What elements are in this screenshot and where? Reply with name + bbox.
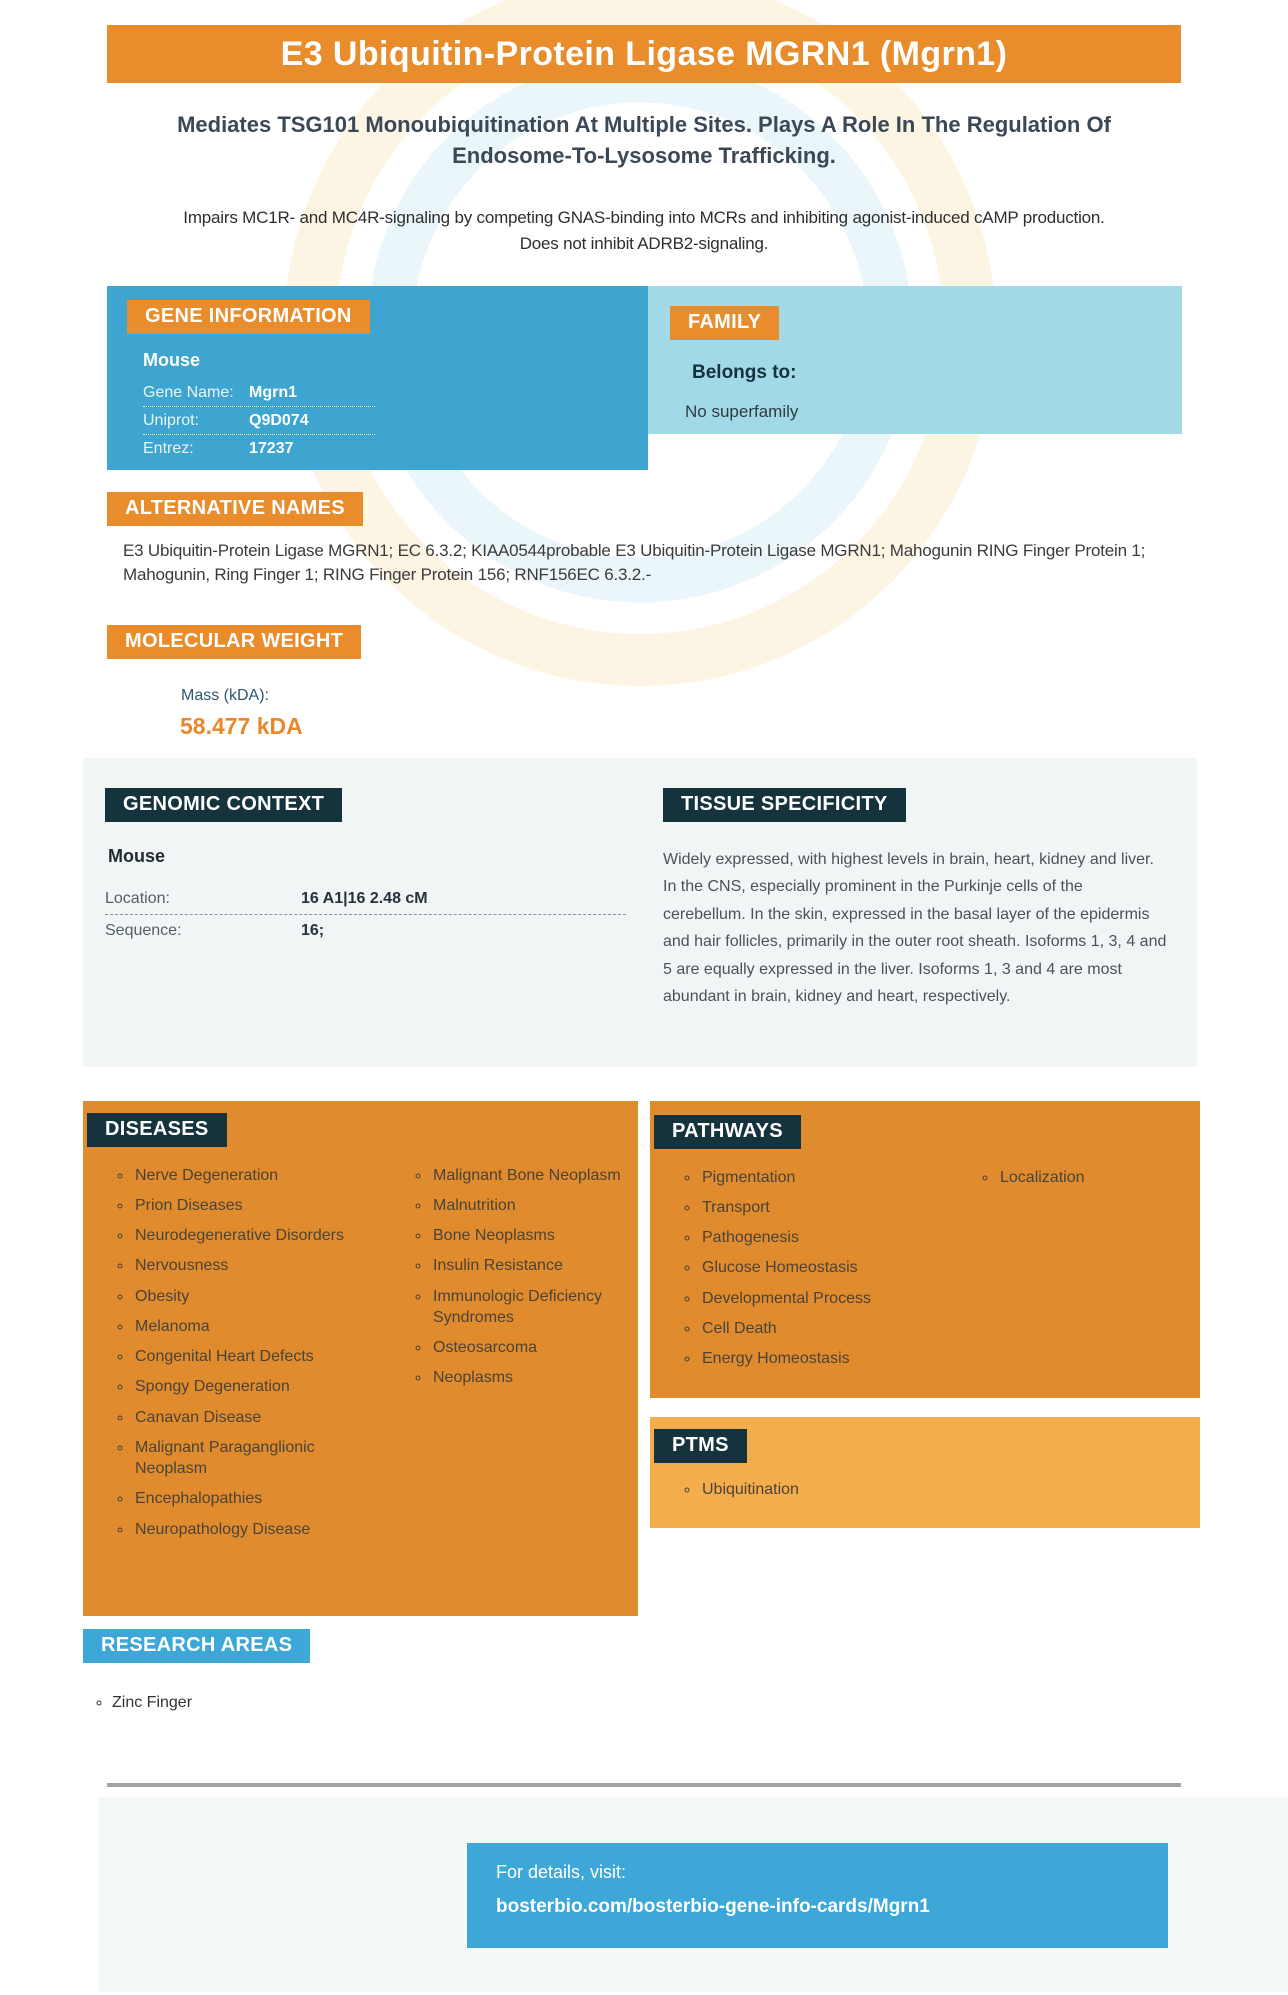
table-row (143, 379, 375, 407)
research-areas-list (0, 1694, 1288, 1712)
superfamily-value: No superfamily (685, 402, 799, 422)
location-label: Location: (105, 889, 170, 907)
location-value: 16 A1|16 2.48 cM (301, 889, 428, 907)
pathway-item: ◦ Localization (998, 1167, 1200, 1188)
family-panel (648, 286, 1182, 434)
footer (98, 1797, 1288, 1992)
species-label: Mouse (143, 350, 201, 371)
disease-item: ◦ Nerve Degeneration (133, 1165, 387, 1186)
table-row (105, 915, 626, 946)
gene-name-value: Mgrn1 (249, 384, 297, 402)
disease-item: ◦ Malignant Paraganglionic Neoplasm (133, 1437, 387, 1480)
gene-name-label: Gene Name: (143, 384, 234, 402)
pathway-item: ◦ Energy Homeostasis (700, 1348, 954, 1369)
disease-item: ◦ Prion Diseases (133, 1195, 387, 1216)
diseases-panel (83, 1101, 638, 1616)
disease-item: ◦ Obesity (133, 1286, 387, 1307)
gene-information-panel (107, 286, 648, 470)
table-row (143, 407, 375, 435)
table-row (143, 435, 375, 462)
research-areas-heading: RESEARCH AREAS (83, 1629, 310, 1663)
tissue-specificity-panel (628, 758, 1197, 1067)
pathway-item: ◦ Developmental Process (700, 1288, 954, 1309)
disease-item: ◦ Neurodegenerative Disorders (133, 1225, 387, 1246)
gene-info-table (143, 379, 375, 462)
genomic-context-panel (83, 758, 628, 1067)
sequence-label: Sequence: (105, 921, 182, 939)
footer-url-link[interactable]: bosterbio.com/bosterbio-gene-info-cards/Mgrn1 (496, 1895, 930, 1917)
molecular-weight-heading: MOLECULAR WEIGHT (107, 625, 361, 659)
disease-item: ◦ Malnutrition (431, 1195, 638, 1216)
alternative-names-section (107, 492, 1288, 526)
disease-item: ◦ Insulin Resistance (431, 1255, 638, 1276)
alternative-names-text: E3 Ubiquitin-Protein Ligase MGRN1; EC 6.3.2; KIAA0544probable E3 Ubiquitin-Protein Ligase MGRN1; Mahogunin RING Finger Protein 1; Mahogunin, Ring Finger 1; RING Finger Protein 156; RNF156EC 6.3.2.- (123, 541, 1146, 585)
diseases-lists (87, 1165, 638, 1549)
ptm-item: ◦ Ubiquitination (700, 1479, 1200, 1500)
belongs-to-label: Belongs to: (692, 362, 797, 384)
uniprot-value: Q9D074 (249, 412, 309, 430)
top-grid (107, 286, 1288, 470)
disease-item: ◦ Canavan Disease (133, 1407, 387, 1428)
disease-item: ◦ Melanoma (133, 1316, 387, 1337)
footer-visit-label: For details, visit: (496, 1861, 627, 1882)
pathway-item: ◦ Cell Death (700, 1318, 954, 1339)
pathways-column-1 (654, 1167, 954, 1370)
molecular-weight-section (107, 625, 1288, 659)
research-areas-section (83, 1629, 1288, 1663)
disease-item: ◦ Osteosarcoma (431, 1337, 638, 1358)
entrez-value: 17237 (249, 440, 294, 458)
pathways-lists (654, 1167, 1200, 1379)
pathway-item: ◦ Transport (700, 1197, 954, 1218)
page-title: E3 Ubiquitin-Protein Ligase MGRN1 (Mgrn1) (280, 34, 1008, 73)
title-bar (107, 25, 1181, 83)
gene-information-heading: GENE INFORMATION (127, 300, 370, 334)
species-label: Mouse (108, 845, 166, 866)
footer-divider (107, 1783, 1181, 1787)
diseases-heading: DISEASES (87, 1113, 227, 1147)
disease-item: ◦ Immunologic Deficiency Syndromes (431, 1286, 638, 1329)
subtitle: Mediates TSG101 Monoubiquitination At Multiple Sites. Plays A Role In The Regulation Of Endosome-To-Lysosome Trafficking. (177, 112, 1111, 168)
tissue-specificity-heading: TISSUE SPECIFICITY (663, 788, 906, 822)
lists-section (83, 1101, 1200, 1616)
mass-value: 58.477 kDA (180, 712, 303, 739)
disease-item: ◦ Bone Neoplasms (431, 1225, 638, 1246)
mass-label: Mass (kDA): (181, 686, 269, 704)
context-card (83, 758, 1197, 1067)
ptms-list (654, 1479, 1200, 1500)
disease-item: ◦ Nervousness (133, 1255, 387, 1276)
tissue-specificity-text: Widely expressed, with highest levels in brain, heart, kidney and liver. In the CNS, especially prominent in the Purkinje cells of the cerebellum. In the skin, expressed in the basal layer of the epidermis and hair follicles, primarily in the outer root sheath. Isoforms 1, 3, 4 and 5 are equally expressed in the liver. Isoforms 1, 3 and 4 are most abundant in brain, kidney and heart, respectively. (663, 850, 1167, 1006)
entrez-label: Entrez: (143, 440, 194, 458)
pathway-item: ◦ Glucose Homeostasis (700, 1257, 954, 1278)
pathways-heading: PATHWAYS (654, 1115, 801, 1149)
diseases-column-1 (87, 1165, 387, 1540)
disease-item: ◦ Malignant Bone Neoplasm (431, 1165, 638, 1186)
alternative-names-heading: ALTERNATIVE NAMES (107, 492, 363, 526)
disease-item: ◦ Congenital Heart Defects (133, 1346, 387, 1367)
footer-callout (467, 1843, 1168, 1948)
disease-item: ◦ Encephalopathies (133, 1488, 387, 1509)
pathway-item: ◦ Pathogenesis (700, 1227, 954, 1248)
pathways-panel (650, 1101, 1200, 1399)
uniprot-label: Uniprot: (143, 412, 200, 430)
right-stack (650, 1101, 1200, 1528)
sequence-value: 16; (301, 921, 325, 939)
ptms-panel (650, 1417, 1200, 1527)
description: Impairs MC1R- and MC4R-signaling by competing GNAS-binding into MCRs and inhibiting agonist-induced cAMP production. Does not inhibit ADRB2-signaling. (183, 207, 1105, 253)
ptms-heading: PTMS (654, 1429, 747, 1463)
genomic-context-heading: GENOMIC CONTEXT (105, 788, 342, 822)
disease-item: ◦ Neuropathology Disease (133, 1519, 387, 1540)
pathway-item: ◦ Pigmentation (700, 1167, 954, 1188)
research-area-item: ◦ Zinc Finger (112, 1694, 1288, 1712)
table-row (105, 883, 626, 915)
diseases-column-2 (387, 1165, 638, 1389)
disease-item: ◦ Spongy Degeneration (133, 1376, 387, 1397)
family-heading: FAMILY (670, 306, 779, 340)
pathways-column-2 (954, 1167, 1200, 1188)
disease-item: ◦ Neoplasms (431, 1367, 638, 1388)
genomic-context-table (105, 883, 626, 946)
